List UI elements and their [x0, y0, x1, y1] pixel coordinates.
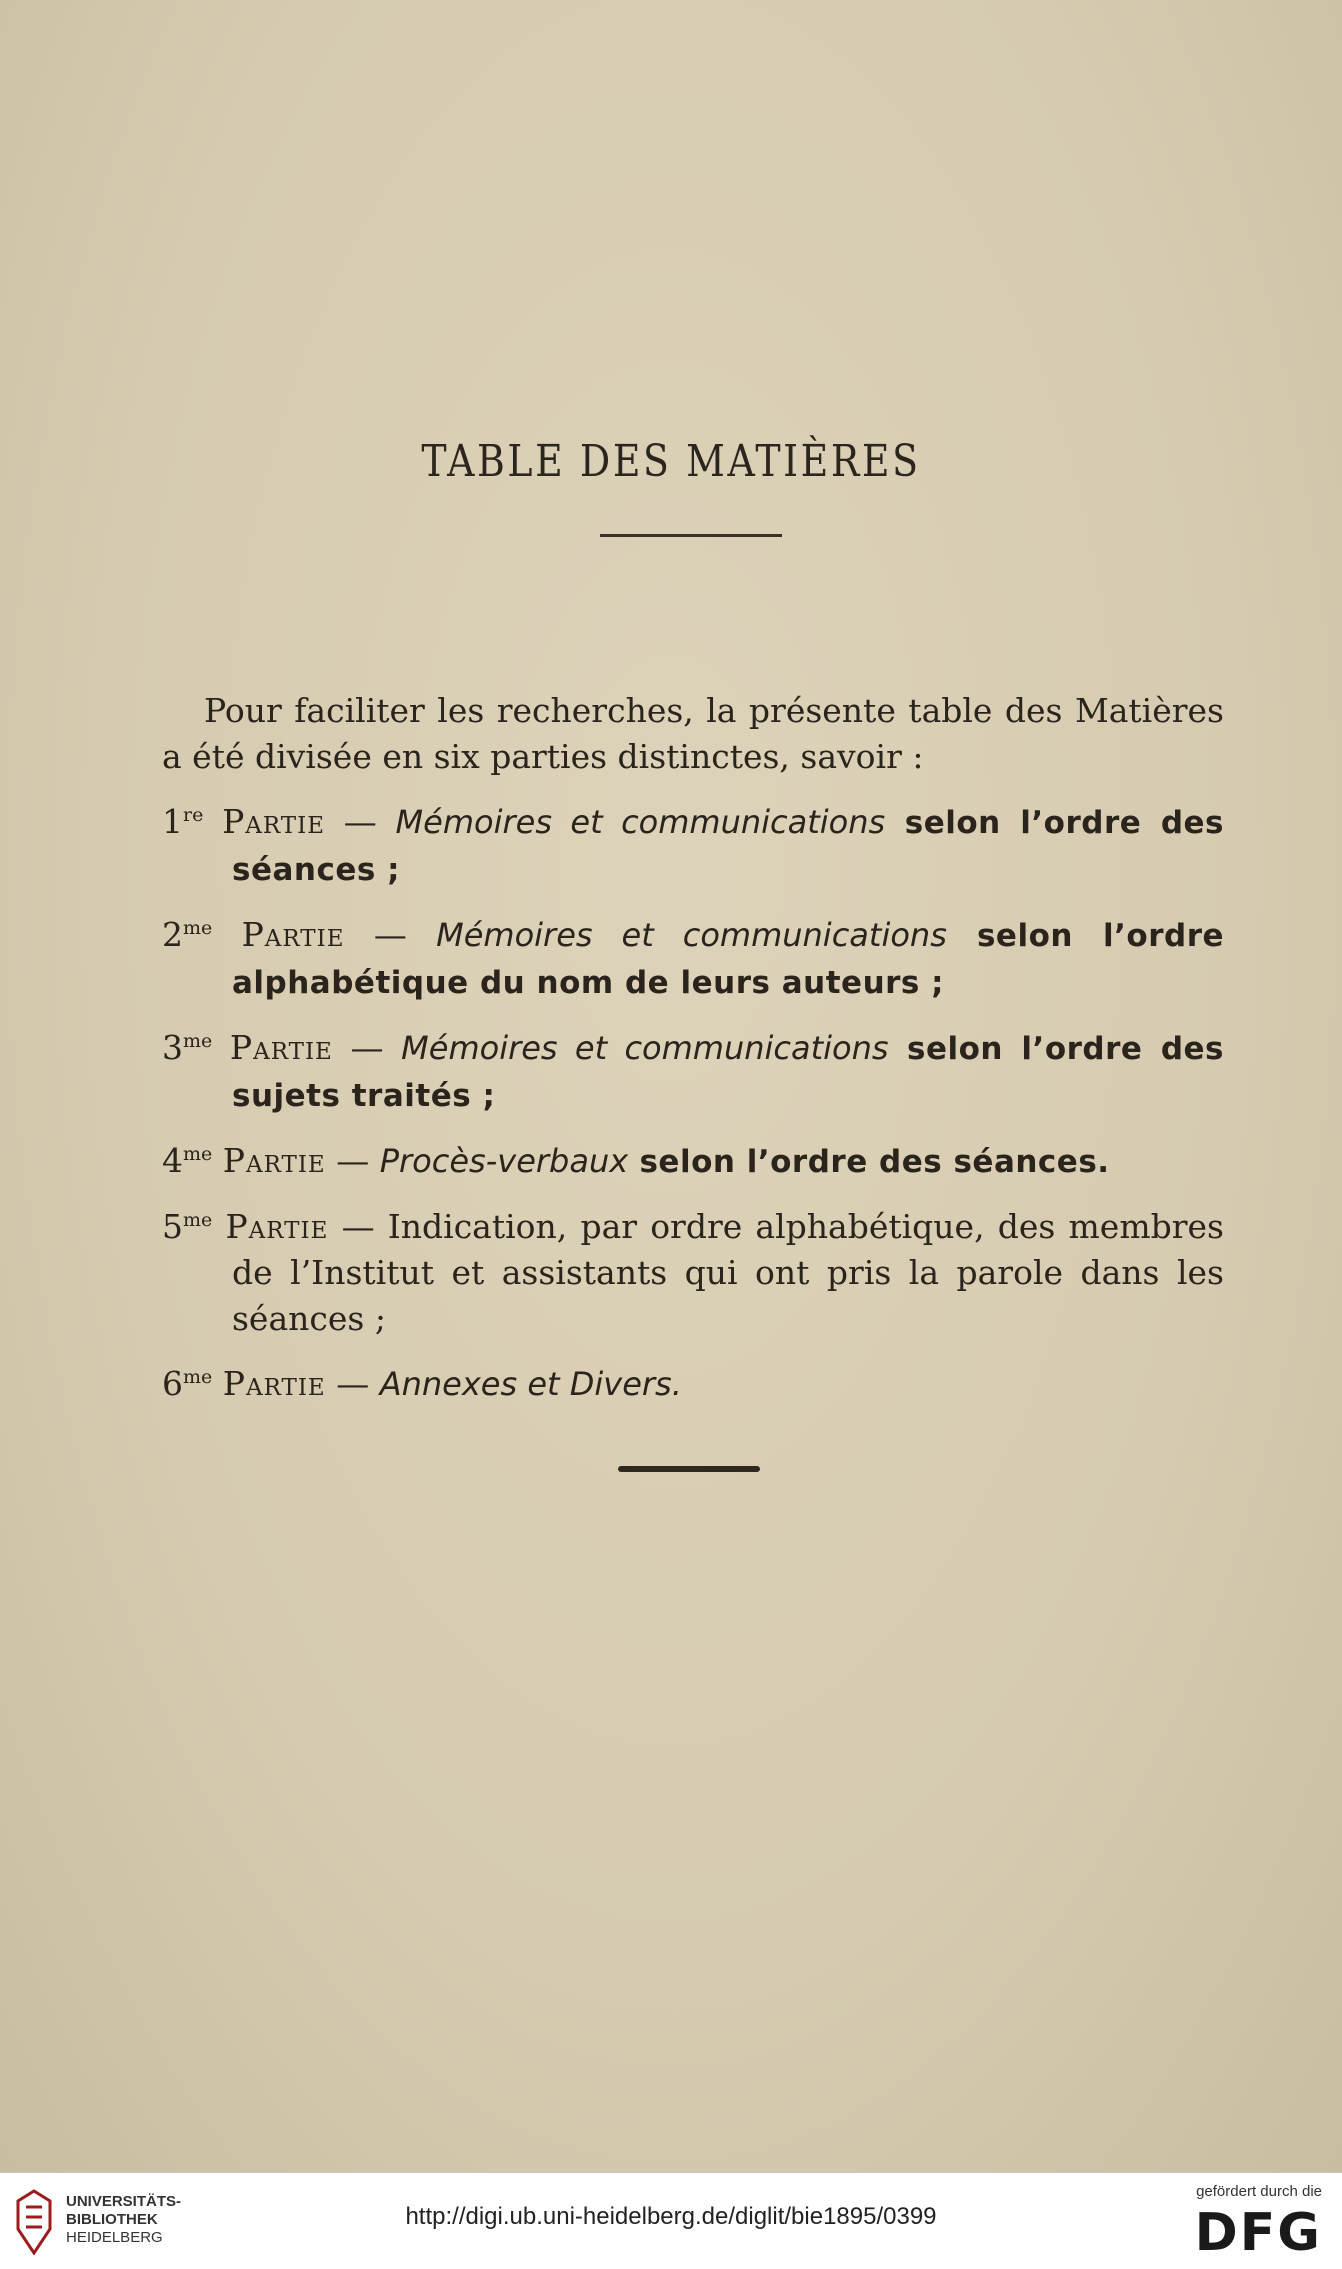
toc-content [162, 688, 1224, 1419]
entry-partie: Partie [241, 915, 345, 954]
library-line: HEIDELBERG [66, 2229, 163, 2246]
entry-dash: — [336, 1141, 370, 1180]
footer-bar [0, 2172, 1342, 2269]
entry-partie: Partie [225, 1207, 329, 1246]
source-url[interactable]: http://digi.ub.uni-heidelberg.de/diglit/bie1895/0399 [405, 2203, 937, 2230]
entry-number: $6^{me}$ [162, 1364, 213, 1403]
toc-entries [162, 792, 1224, 1407]
title-rule [600, 534, 782, 537]
entry-description: Indication, par ordre alphabétique, des membres de l’Institut et assistants qui ont pris la parole dans les séances ; [232, 1207, 1224, 1338]
entry-partie: Partie [229, 1028, 333, 1067]
dfg-logo: DFG [1194, 2203, 1322, 2263]
entry-description: selon l’ordre des séances ; [232, 805, 1224, 888]
library-line: UNIVERSITÄTS- [66, 2193, 182, 2210]
entry-italic: Annexes et Divers. [379, 1365, 682, 1403]
library-line: BIBLIOTHEK [66, 2211, 158, 2228]
entry-dash: — [373, 915, 407, 954]
entry-partie: Partie [222, 802, 326, 841]
toc-entry [162, 792, 1224, 893]
toc-entry [162, 1131, 1224, 1185]
entry-dash: — [343, 802, 377, 841]
entry-partie: Partie [222, 1364, 326, 1403]
entry-italic: Mémoires et communications [395, 803, 886, 841]
toc-entry [162, 1018, 1224, 1119]
toc-entry [162, 1354, 1224, 1407]
entry-italic: Procès-verbaux [379, 1142, 629, 1180]
entry-dash: — [350, 1028, 384, 1067]
entry-italic: Mémoires et communications [436, 916, 947, 954]
entry-description: selon l’ordre alphabétique du nom de leurs auteurs ; [232, 918, 1225, 1001]
entry-dash: — [336, 1364, 370, 1403]
intro-paragraph: Pour faciliter les recherches, la présente table des Matières a été divisée en six parties distinctes, savoir : [162, 691, 1224, 776]
entry-number: $4^{me}$ [162, 1141, 213, 1180]
entry-number: $2^{me}$ [162, 915, 213, 954]
closing-rule [618, 1466, 760, 1472]
sponsor-note: gefördert durch die [1196, 2183, 1322, 2200]
entry-description: selon l’ordre des sujets traités ; [232, 1031, 1225, 1114]
toc-entry [162, 1197, 1224, 1342]
entry-description: selon l’ordre des séances. [628, 1144, 1110, 1180]
entry-number: $3^{me}$ [162, 1028, 213, 1067]
entry-number: $5^{me}$ [162, 1207, 213, 1246]
entry-italic: Mémoires et communications [401, 1029, 889, 1067]
entry-dash: — [341, 1207, 375, 1246]
page-title: TABLE DES MATIÈRES [421, 436, 921, 487]
entry-partie: Partie [222, 1141, 326, 1180]
toc-entry [162, 905, 1224, 1006]
entry-number: 1re [162, 802, 204, 841]
